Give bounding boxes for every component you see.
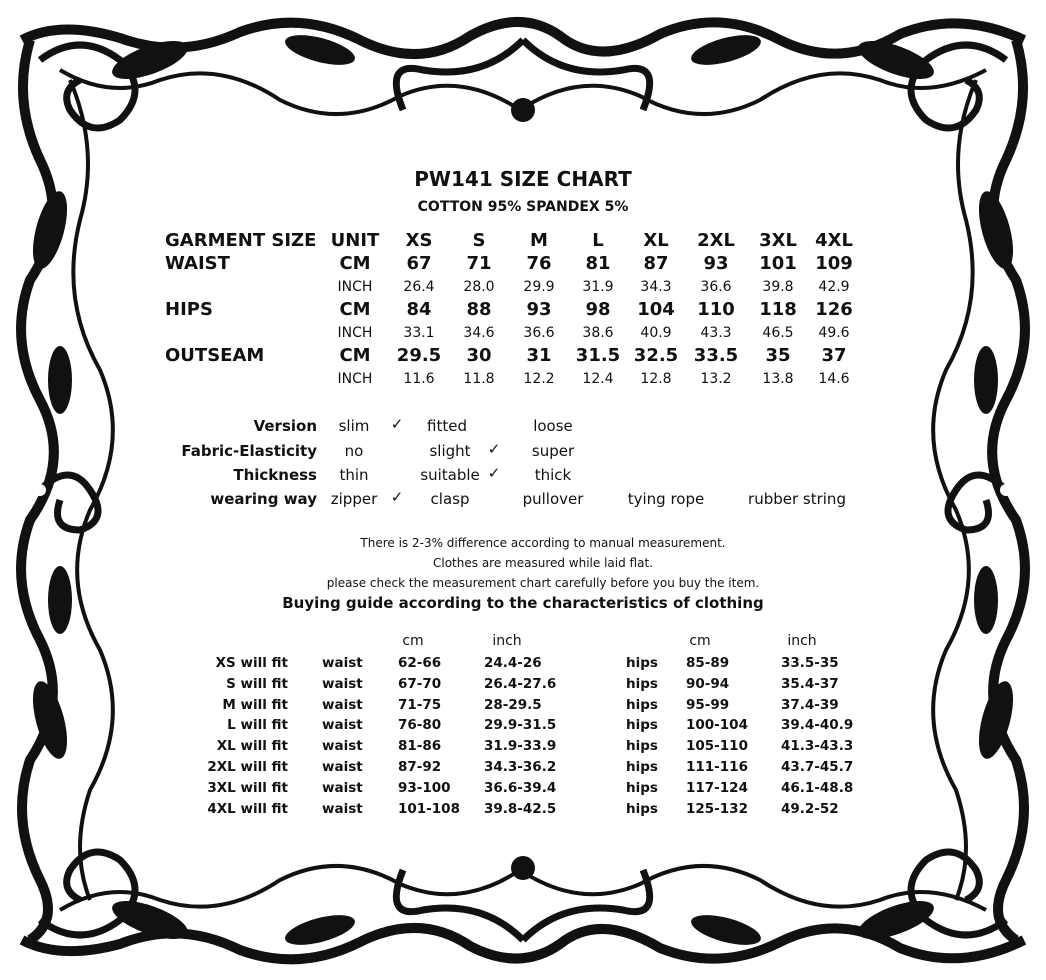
inch-value: 13.8	[762, 371, 794, 387]
hips-cm-range: 117-124	[686, 779, 748, 796]
attribute-option: zipper	[330, 490, 378, 508]
check-mark-icon: ✓	[487, 464, 501, 482]
guide-header-cm: cm	[402, 633, 424, 649]
cm-value: 87	[643, 253, 669, 274]
fabric-composition: COTTON 95% SPANDEX 5%	[417, 199, 629, 215]
inch-value: 26.4	[403, 279, 435, 295]
waist-cm-range: 87-92	[398, 759, 442, 775]
hips-cm-range: 85-89	[686, 655, 730, 671]
unit-inch-label: INCH	[337, 325, 373, 341]
inch-value: 33.1	[403, 325, 435, 341]
note-line: There is 2-3% difference according to manual measurement.	[360, 536, 726, 550]
unit-cm-label: CM	[339, 345, 371, 366]
size-column-header: S	[472, 230, 486, 251]
cm-value: 37	[821, 345, 847, 366]
hips-label: hips	[626, 696, 658, 713]
fit-size-label: L will fit	[227, 717, 288, 734]
cm-value: 126	[815, 299, 853, 320]
waist-inch-range: 39.8-42.5	[484, 800, 557, 817]
waist-label: waist	[322, 675, 363, 692]
inch-value: 29.9	[523, 279, 555, 295]
guide-header-inch: inch	[492, 633, 522, 649]
cm-value: 31	[526, 345, 552, 366]
waist-cm-range: 67-70	[398, 675, 442, 692]
cm-value: 110	[697, 299, 735, 320]
attribute-option: loose	[533, 417, 573, 435]
waist-inch-range: 29.9-31.5	[484, 717, 557, 734]
hips-label: hips	[626, 655, 658, 671]
buying-guide-title: Buying guide according to the characteristics of clothing	[282, 594, 764, 612]
cm-value: 76	[526, 253, 552, 274]
measurement-label: HIPS	[165, 299, 213, 320]
fit-size-label: S will fit	[226, 675, 288, 692]
attribute-label: Thickness	[233, 466, 317, 484]
attribute-option: suitable	[420, 466, 480, 484]
fit-size-label: XS will fit	[215, 655, 288, 671]
attribute-option: rubber string	[748, 490, 846, 508]
waist-inch-range: 28-29.5	[484, 696, 542, 713]
waist-label: waist	[322, 779, 363, 796]
cm-value: 93	[703, 253, 729, 274]
size-column-header: 2XL	[697, 230, 735, 251]
inch-value: 46.5	[762, 325, 794, 341]
inch-value: 36.6	[700, 279, 732, 295]
hips-inch-range: 41.3-43.3	[781, 738, 854, 755]
cm-value: 35	[765, 345, 791, 366]
fit-size-label: 3XL will fit	[207, 779, 288, 796]
measurement-label: OUTSEAM	[165, 345, 265, 366]
measurement-label: WAIST	[165, 253, 230, 274]
inch-value: 38.6	[582, 325, 614, 341]
size-table-header-label: GARMENT SIZE	[165, 230, 317, 251]
inch-value: 43.3	[700, 325, 732, 341]
waist-cm-range: 71-75	[398, 696, 442, 713]
hips-cm-range: 105-110	[686, 738, 748, 755]
cm-value: 33.5	[693, 345, 739, 366]
inch-value: 28.0	[463, 279, 495, 295]
waist-inch-range: 36.6-39.4	[484, 779, 557, 796]
hips-label: hips	[626, 717, 658, 734]
hips-inch-range: 35.4-37	[781, 675, 839, 692]
cm-value: 93	[526, 299, 552, 320]
inch-value: 49.6	[818, 325, 850, 341]
cm-value: 67	[406, 253, 432, 274]
hips-label: hips	[626, 800, 658, 817]
inch-value: 36.6	[523, 325, 555, 341]
waist-cm-range: 93-100	[398, 779, 451, 796]
waist-inch-range: 24.4-26	[484, 655, 542, 671]
inch-value: 11.6	[403, 371, 435, 387]
hips-cm-range: 90-94	[686, 675, 730, 692]
waist-label: waist	[322, 800, 363, 817]
inch-value: 42.9	[818, 279, 850, 295]
hips-inch-range: 37.4-39	[781, 696, 839, 713]
hips-inch-range: 46.1-48.8	[781, 779, 854, 796]
unit-inch-label: INCH	[337, 371, 373, 387]
attribute-label: Fabric-Elasticity	[181, 442, 317, 460]
attribute-option: slim	[338, 417, 370, 435]
cm-value: 81	[585, 253, 611, 274]
note-line: Clothes are measured while laid flat.	[433, 556, 653, 570]
inch-value: 39.8	[762, 279, 794, 295]
note-line: please check the measurement chart carefully before you buy the item.	[326, 576, 760, 590]
inch-value: 34.3	[640, 279, 672, 295]
cm-value: 29.5	[396, 345, 442, 366]
hips-cm-range: 111-116	[686, 759, 748, 775]
check-mark-icon: ✓	[390, 488, 404, 506]
waist-label: waist	[322, 696, 363, 713]
waist-inch-range: 26.4-27.6	[484, 675, 557, 692]
hips-label: hips	[626, 675, 658, 692]
hips-cm-range: 125-132	[686, 800, 748, 817]
waist-inch-range: 31.9-33.9	[484, 738, 557, 755]
cm-value: 101	[759, 253, 797, 274]
size-column-header: 3XL	[759, 230, 797, 251]
cm-value: 98	[585, 299, 611, 320]
attribute-option: fitted	[427, 417, 467, 435]
attribute-option: no	[344, 442, 364, 460]
waist-cm-range: 76-80	[398, 717, 442, 734]
fit-size-label: 4XL will fit	[207, 800, 288, 817]
inch-value: 12.4	[582, 371, 614, 387]
unit-inch-label: INCH	[337, 279, 373, 295]
attribute-option: pullover	[522, 490, 584, 508]
attribute-option: tying rope	[627, 490, 705, 508]
size-column-header: XS	[405, 230, 433, 251]
check-mark-icon: ✓	[390, 415, 404, 433]
unit-cm-label: CM	[339, 299, 371, 320]
hips-label: hips	[626, 738, 658, 755]
hips-label: hips	[626, 779, 658, 796]
guide-header-inch: inch	[787, 633, 817, 649]
waist-label: waist	[322, 717, 363, 734]
fit-size-label: 2XL will fit	[207, 759, 288, 775]
unit-cm-label: CM	[339, 253, 371, 274]
cm-value: 71	[466, 253, 492, 274]
hips-inch-range: 33.5-35	[781, 655, 839, 671]
inch-value: 40.9	[640, 325, 672, 341]
cm-value: 31.5	[575, 345, 621, 366]
waist-cm-range: 62-66	[398, 655, 442, 671]
hips-inch-range: 49.2-52	[781, 800, 839, 817]
cm-value: 109	[815, 253, 853, 274]
attribute-option: slight	[429, 442, 471, 460]
hips-label: hips	[626, 759, 658, 775]
cm-value: 104	[637, 299, 675, 320]
size-column-header: M	[530, 230, 548, 251]
attribute-option: thick	[534, 466, 572, 484]
inch-value: 14.6	[818, 371, 850, 387]
waist-cm-range: 81-86	[398, 738, 442, 755]
inch-value: 13.2	[700, 371, 732, 387]
attribute-option: clasp	[430, 490, 470, 508]
inch-value: 12.2	[523, 371, 555, 387]
waist-label: waist	[322, 738, 363, 755]
size-column-header: L	[592, 230, 604, 251]
fit-size-label: XL will fit	[216, 738, 288, 755]
cm-value: 30	[466, 345, 492, 366]
cm-value: 84	[406, 299, 432, 320]
page-title: PW141 SIZE CHART	[414, 167, 632, 191]
cm-value: 118	[759, 299, 797, 320]
attribute-label: Version	[253, 417, 317, 435]
hips-inch-range: 43.7-45.7	[781, 759, 854, 775]
check-mark-icon: ✓	[487, 440, 501, 458]
attribute-option: thin	[339, 466, 369, 484]
cm-value: 88	[466, 299, 492, 320]
size-column-header: XL	[643, 230, 669, 251]
attribute-label: wearing way	[210, 490, 317, 508]
cm-value: 32.5	[633, 345, 679, 366]
inch-value: 11.8	[463, 371, 495, 387]
inch-value: 34.6	[463, 325, 495, 341]
waist-label: waist	[322, 655, 363, 671]
waist-cm-range: 101-108	[398, 800, 460, 817]
hips-inch-range: 39.4-40.9	[781, 717, 854, 734]
hips-cm-range: 95-99	[686, 696, 730, 713]
fit-size-label: M will fit	[222, 696, 288, 713]
inch-value: 12.8	[640, 371, 672, 387]
hips-cm-range: 100-104	[686, 717, 748, 734]
waist-label: waist	[322, 759, 363, 775]
size-column-header: 4XL	[815, 230, 853, 251]
attribute-option: super	[531, 442, 575, 460]
inch-value: 31.9	[582, 279, 614, 295]
waist-inch-range: 34.3-36.2	[484, 759, 557, 775]
guide-header-cm: cm	[689, 633, 711, 649]
size-table-header-unit: UNIT	[330, 230, 380, 251]
